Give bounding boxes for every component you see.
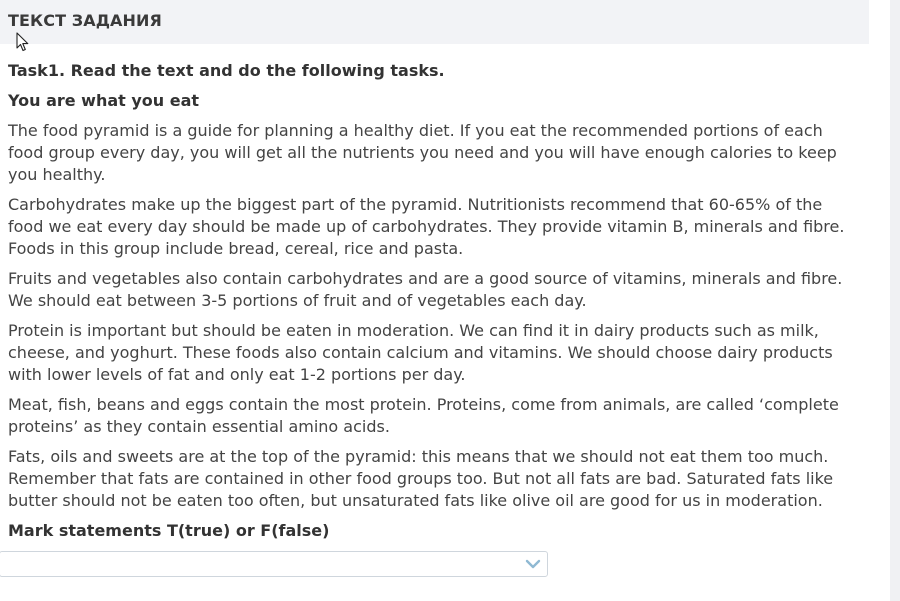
paragraph: Fats, oils and sweets are at the top of the pyramid: this means that we should not eat them too much. Remember that fats are contained in other food groups too. But not all fats are bad. Saturated fats like butter should not be eaten too often, but unsaturated fats like olive oil are good for us in moderation.: [8, 447, 834, 510]
paragraph: Fruits and vegetables also contain carbohydrates and are a good source of vitamins, minerals and fibre. We should eat between 3-5 portions of fruit and of vegetables each day.: [8, 269, 843, 310]
paragraph: The food pyramid is a guide for planning a healthy diet. If you eat the recommended portions of each food group every day, you will get all the nutrients you need and you will have enough calories to keep you healthy.: [8, 121, 837, 184]
task-header: [0, 0, 869, 44]
paragraph: Meat, fish, beans and eggs contain the most protein. Proteins, come from animals, are called ‘complete proteins’ as they contain essential amino acids.: [8, 395, 839, 436]
header-title: ТЕКСТ ЗАДАНИЯ: [8, 11, 162, 30]
task-title: Task1. Read the text and do the following tasks.: [8, 61, 445, 80]
instruction-text: Mark statements T(true) or F(false): [8, 521, 330, 540]
text-title: You are what you eat: [8, 91, 200, 110]
paragraph: Protein is important but should be eaten in moderation. We can find it in dairy products such as milk, cheese, and yoghurt. These foods also contain calcium and vitamins. We should choose dairy products with lower levels of fat and only eat 1-2 portions per day.: [8, 321, 833, 384]
answer-select[interactable]: [0, 551, 548, 577]
chevron-down-icon[interactable]: [525, 558, 541, 570]
paragraph: Carbohydrates make up the biggest part of the pyramid. Nutritionists recommend that 60-65% of the food we eat every day should be made up of carbohydrates. They provide vitamin B, minerals and fibre. Foods in this group include bread, cereal, rice and pasta.: [8, 195, 845, 258]
mouse-pointer-icon: [16, 32, 30, 52]
task-content: [8, 60, 858, 572]
scrollbar-track[interactable]: [890, 0, 900, 601]
